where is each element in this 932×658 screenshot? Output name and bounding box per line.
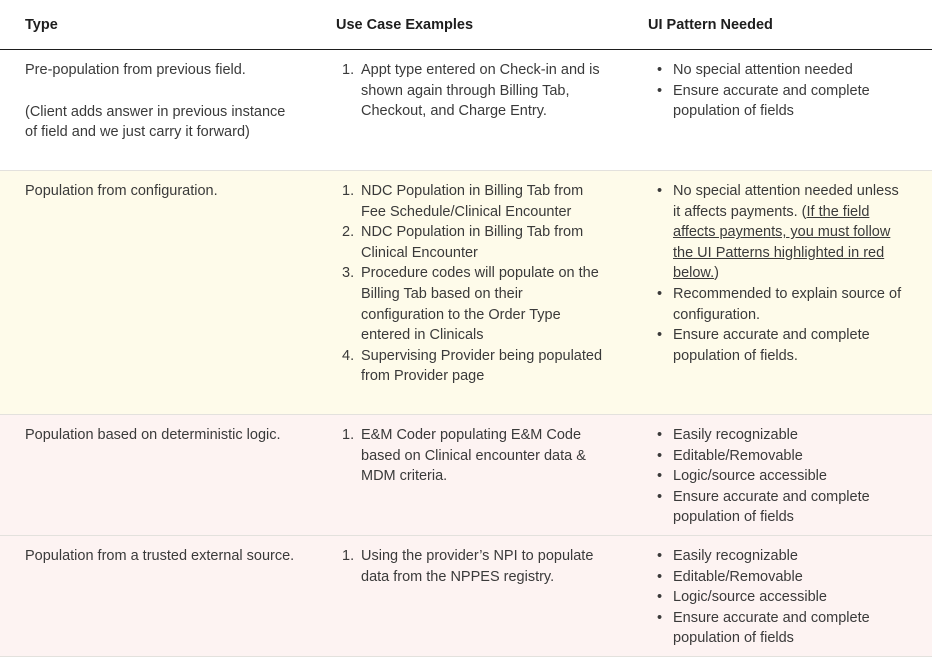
type-cell (25, 425, 295, 446)
list-item: • Logic/source accessible (657, 468, 827, 485)
list-item: 1. NDC Population in Billing Tab from Fee Schedule/Clinical Encounter (342, 183, 584, 220)
use-case-list (342, 60, 607, 122)
table-row (0, 171, 932, 415)
list-item: 4. Supervising Provider being populated from Provider page (342, 347, 603, 385)
list-item: • Easily recognizable (657, 427, 798, 443)
type-text: Population based on deterministic logic. (25, 427, 281, 443)
list-item: • No special attention needed (657, 62, 853, 78)
list-item: 2. NDC Population in Billing Tab from Clinical Encounter (342, 224, 584, 261)
table-row (0, 415, 932, 536)
list-item: • Ensure accurate and complete population of fields (657, 82, 870, 120)
use-case-cell (342, 425, 607, 487)
list-item: 3. Procedure codes will populate on the Billing Tab based on their configuration to the Order Type entered in Clinicals (342, 265, 599, 344)
ui-pattern-list (654, 60, 909, 122)
table-row (0, 50, 932, 171)
type-cell (25, 181, 295, 202)
list-item: • Editable/Removable (657, 447, 803, 464)
list-item: • Ensure accurate and complete population of fields (657, 488, 870, 526)
use-case-list (342, 546, 607, 587)
use-case-cell (342, 60, 607, 122)
list-item: 1. Appt type entered on Check-in and is shown again through Billing Tab, Checkout, and Charge Entry. (342, 62, 600, 120)
payments-note-link: If the field affects payments, you must follow the UI Patterns highlighted in red below. (673, 203, 891, 282)
header-ui-pattern: UI Pattern Needed (648, 17, 773, 33)
use-case-cell (342, 181, 607, 387)
ui-pattern-list (654, 425, 909, 528)
type-cell (25, 60, 295, 143)
type-text: Population from a trusted external source. (25, 548, 295, 564)
use-case-list (342, 425, 607, 487)
ui-pattern-cell (654, 60, 909, 122)
type-note: (Client adds answer in previous instance of field and we just carry it forward) (25, 103, 286, 141)
list-item: 1. E&M Coder populating E&M Code based on Clinical encounter data & MDM criteria. (342, 427, 586, 485)
list-item: • Logic/source accessible (657, 589, 827, 606)
list-item: 1. Using the provider’s NPI to populate data from the NPPES registry. (342, 548, 594, 585)
ui-pattern-list (654, 546, 909, 649)
list-item: • Editable/Removable (657, 568, 803, 585)
ui-pattern-cell (654, 425, 909, 528)
table-row (0, 536, 932, 657)
list-item: • No special attention needed unless it affects payments. (If the field affects payments, you must follow the UI Patterns highlighted in red below.) (657, 183, 899, 282)
header-type: Type (25, 17, 58, 33)
list-item: • Ensure accurate and complete population of fields. (657, 327, 870, 364)
type-text: Population from configuration. (25, 183, 218, 199)
type-cell (25, 546, 295, 567)
use-case-cell (342, 546, 607, 587)
ui-pattern-cell (654, 181, 909, 366)
use-case-list (342, 181, 607, 387)
list-item: • Recommended to explain source of configuration. (657, 285, 902, 323)
ui-pattern-list (654, 181, 909, 366)
ui-pattern-cell (654, 546, 909, 649)
type-text: Pre-population from previous field. (25, 62, 246, 78)
header-use-case: Use Case Examples (336, 17, 474, 33)
table-header (0, 0, 932, 50)
list-item: • Ensure accurate and complete population of fields (657, 609, 870, 647)
list-item: • Easily recognizable (657, 548, 798, 564)
